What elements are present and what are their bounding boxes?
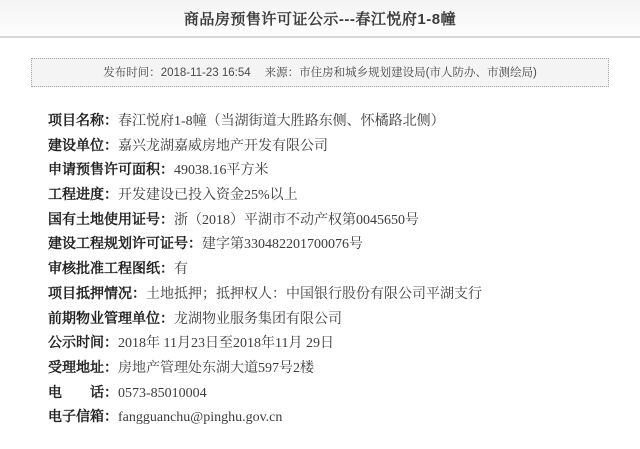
field-value: 土地抵押；抵押权人：中国银行股份有限公司平湖支行 <box>146 286 482 302</box>
field-value: 龙湖物业服务集团有限公司 <box>174 311 342 327</box>
field-row-approved-drawings <box>48 263 640 277</box>
field-value: 有 <box>174 262 188 278</box>
field-label: 电子信箱： <box>48 410 118 426</box>
publish-time-label: 发布时间： <box>103 67 161 79</box>
field-value: 浙（2018）平湖市不动产权第0045650号 <box>174 212 419 228</box>
field-label: 前期物业管理单位： <box>48 311 174 327</box>
source-label: 来源： <box>264 67 300 79</box>
field-value: 嘉兴龙湖嘉威房地产开发有限公司 <box>118 138 328 154</box>
field-value: 建字第330482201700076号 <box>202 237 363 253</box>
field-row-property-management <box>48 313 640 327</box>
publish-info-bar <box>31 58 609 87</box>
page-header <box>0 0 640 38</box>
field-row-phone <box>48 387 640 401</box>
field-row-acceptance-address <box>48 362 640 376</box>
field-value: 开发建设已投入资金25%以上 <box>118 188 298 204</box>
field-row-mortgage <box>48 288 640 302</box>
field-row-project-name <box>48 115 640 129</box>
field-label: 申请预售许可面积： <box>48 163 174 179</box>
field-value: 0573-85010004 <box>118 385 207 401</box>
field-value: 49038.16平方米 <box>174 163 269 179</box>
field-label: 工程进度： <box>48 188 118 204</box>
page-title: 商品房预售许可证公示---春江悦府1-8幢 <box>183 10 457 28</box>
field-value: fangguanchu@pinghu.gov.cn <box>118 410 283 426</box>
field-row-progress <box>48 189 640 203</box>
field-label: 项目名称： <box>48 114 118 129</box>
field-row-email <box>48 411 640 425</box>
field-label: 国有土地使用证号： <box>48 212 174 228</box>
field-label: 受理地址： <box>48 360 118 376</box>
field-row-land-cert <box>48 214 640 228</box>
publish-time-value: 2018-11-23 16:54 <box>160 67 251 79</box>
field-row-presale-area <box>48 164 640 178</box>
field-value: 房地产管理处东湖大道597号2楼 <box>118 360 314 376</box>
field-label: 电 话： <box>48 385 118 401</box>
field-label: 公示时间： <box>48 336 118 352</box>
field-label: 项目抵押情况： <box>48 286 146 302</box>
field-value: 2018年 11月23日至2018年11月 29日 <box>118 336 334 352</box>
field-row-developer <box>48 140 640 154</box>
field-value: 春江悦府1-8幢（当湖街道大胜路东侧、怀橘路北侧） <box>118 114 445 129</box>
field-label: 审核批准工程图纸： <box>48 262 174 278</box>
field-label: 建设工程规划许可证号： <box>48 237 202 253</box>
source-value: 市住房和城乡规划建设局(市人防办、市测绘局) <box>299 67 537 79</box>
field-label: 建设单位： <box>48 138 118 154</box>
field-row-publicity-period <box>48 337 640 351</box>
announcement-body <box>48 115 640 425</box>
field-row-planning-permit <box>48 238 640 252</box>
